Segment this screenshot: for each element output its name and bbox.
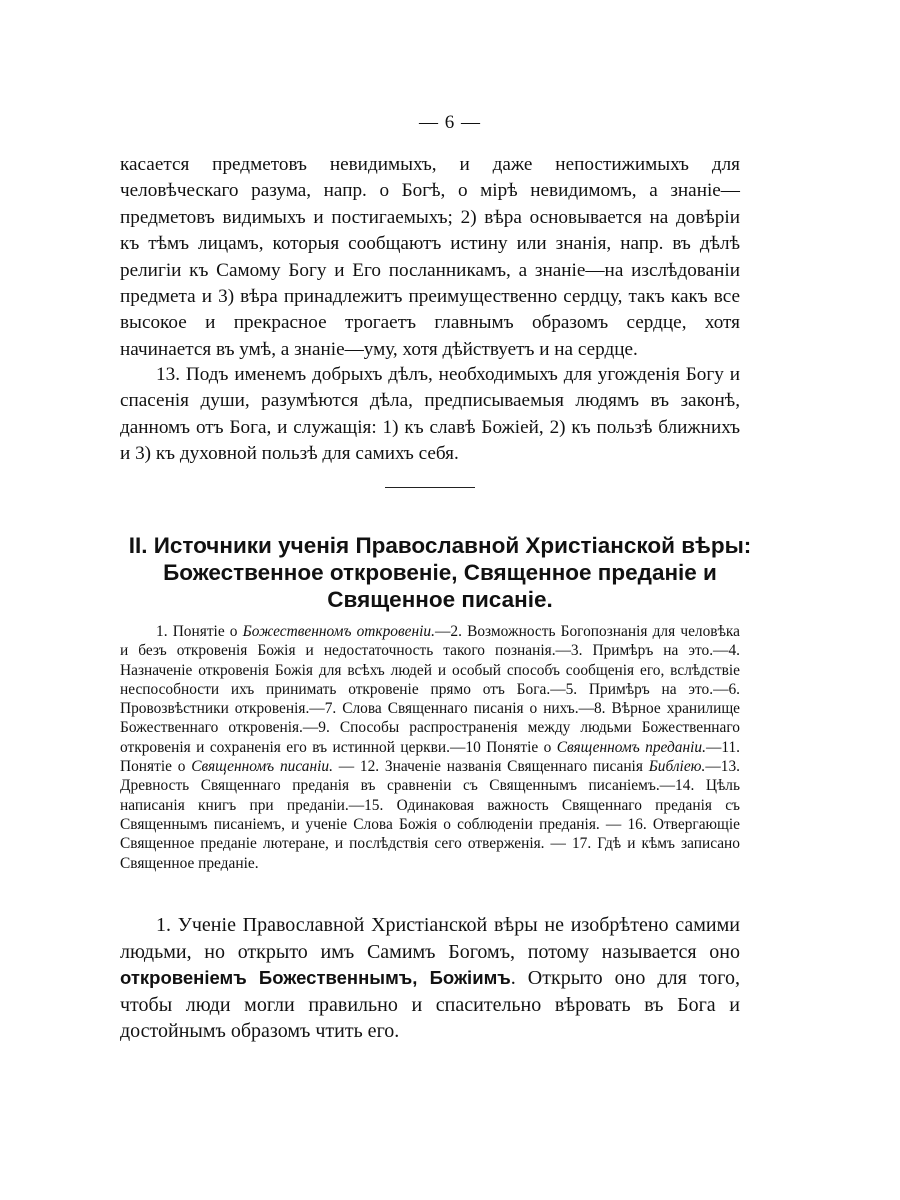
section-heading: II. Источники ученія Православной Христіанской вѣры: Божественное откровеніе, Священное преданіе и Священное писаніе. — [128, 533, 752, 612]
section-divider — [385, 487, 475, 488]
summary-italic-2: Священномъ преданіи. — [556, 738, 706, 756]
paragraph-1 — [120, 912, 740, 1045]
summary-italic-4: Библіею. — [648, 758, 706, 776]
summary-italic-1: Божественномъ откровеніи. — [242, 623, 435, 640]
paragraph-1-part-2: . Открыто оно для того, чтобы люди могли правильно и спасительно вѣровать въ Бога и достойнымъ образомъ чтить его. — [120, 967, 741, 1042]
paragraph-1-part-1: 1. Ученіе Православной Христіанской вѣры не изобрѣтено самими людьми, но открыто имъ Самимъ Богомъ, потому называется оно — [120, 914, 740, 963]
summary-part-5: —13. Древность Священнаго преданія въ сравненіи съ Священнымъ писаніемъ.—14. Цѣль написанія книгъ при преданіи.—15. Одинаковая важность Священнаго преданія съ Священнымъ писаніемъ, и ученіе Слова Божія о соблюденіи преданія. — 16. Отвергающіе Священное преданіе лютеране, и послѣдствія сего отверженія. — 17. Гдѣ и кѣмъ записано Священное преданіе. — [120, 758, 740, 872]
continuation-text: касается предметовъ невидимыхъ, и даже непостижимыхъ для человѣческаго разума, напр. о Богѣ, о мірѣ невидимомъ, а знаніе—предметовъ видимыхъ и постигаемыхъ; 2) вѣра основывается на довѣріи къ тѣмъ лицамъ, которыя сообщаютъ истину или знанія, напр. въ дѣлѣ религіи къ Самому Богу и Его посланникамъ, а знаніе—на изслѣдованіи предмета и 3) вѣра принадлежитъ преимущественно сердцу, такъ какъ все высокое и прекрасное трогаетъ главнымъ образомъ сердце, хотя начинается въ умѣ, а знаніе—уму, хотя дѣйствуетъ и на сердце. — [120, 154, 740, 360]
summary-part-2: —2. Возможность Богопознанія для человѣка и безъ откровенія Божія и недостаточность такого познанія.—3. Примѣръ на это.—4. Назначеніе откровенія Божія для всѣхъ людей и особый способъ сообщенія его, вслѣдствіе неспособности ихъ принимать откровеніе прямо отъ Бога.—5. Примѣръ на это.—6. Провозвѣстники откровенія.—7. Слова Священнаго писанія о нихъ.—8. Вѣрное хранилище Божественнаго откровенія.—9. Способы распространенія между людьми Божественнаго откровенія и сохраненія его въ истинной церкви.—10 Понятіе о — [120, 623, 740, 756]
summary-part-4: — 12. Значеніе названія Священнаго писанія — [332, 758, 649, 776]
summary-italic-3: Священномъ писаніи. — [191, 758, 333, 776]
paragraph-1-emphasis: откровеніемъ Божественнымъ, Божіимъ — [120, 967, 511, 988]
continuation-paragraph — [120, 152, 740, 363]
summary-part-1: 1. Понятіе о — [156, 623, 243, 640]
page-number: — 6 — — [419, 112, 481, 133]
paragraph-13 — [120, 362, 740, 468]
section-summary — [120, 622, 740, 873]
paragraph-13-text: 13. Подъ именемъ добрыхъ дѣлъ, необходимыхъ для угожденія Богу и спасенія души, разумѣются дѣла, предписываемыя людямъ въ законѣ, данномъ отъ Бога, и служащія: 1) къ славѣ Божіей, 2) къ пользѣ ближнихъ и 3) къ духовной пользѣ для самихъ себя. — [120, 364, 740, 465]
summary-part-3: —11. Понятіе о — [120, 738, 740, 776]
